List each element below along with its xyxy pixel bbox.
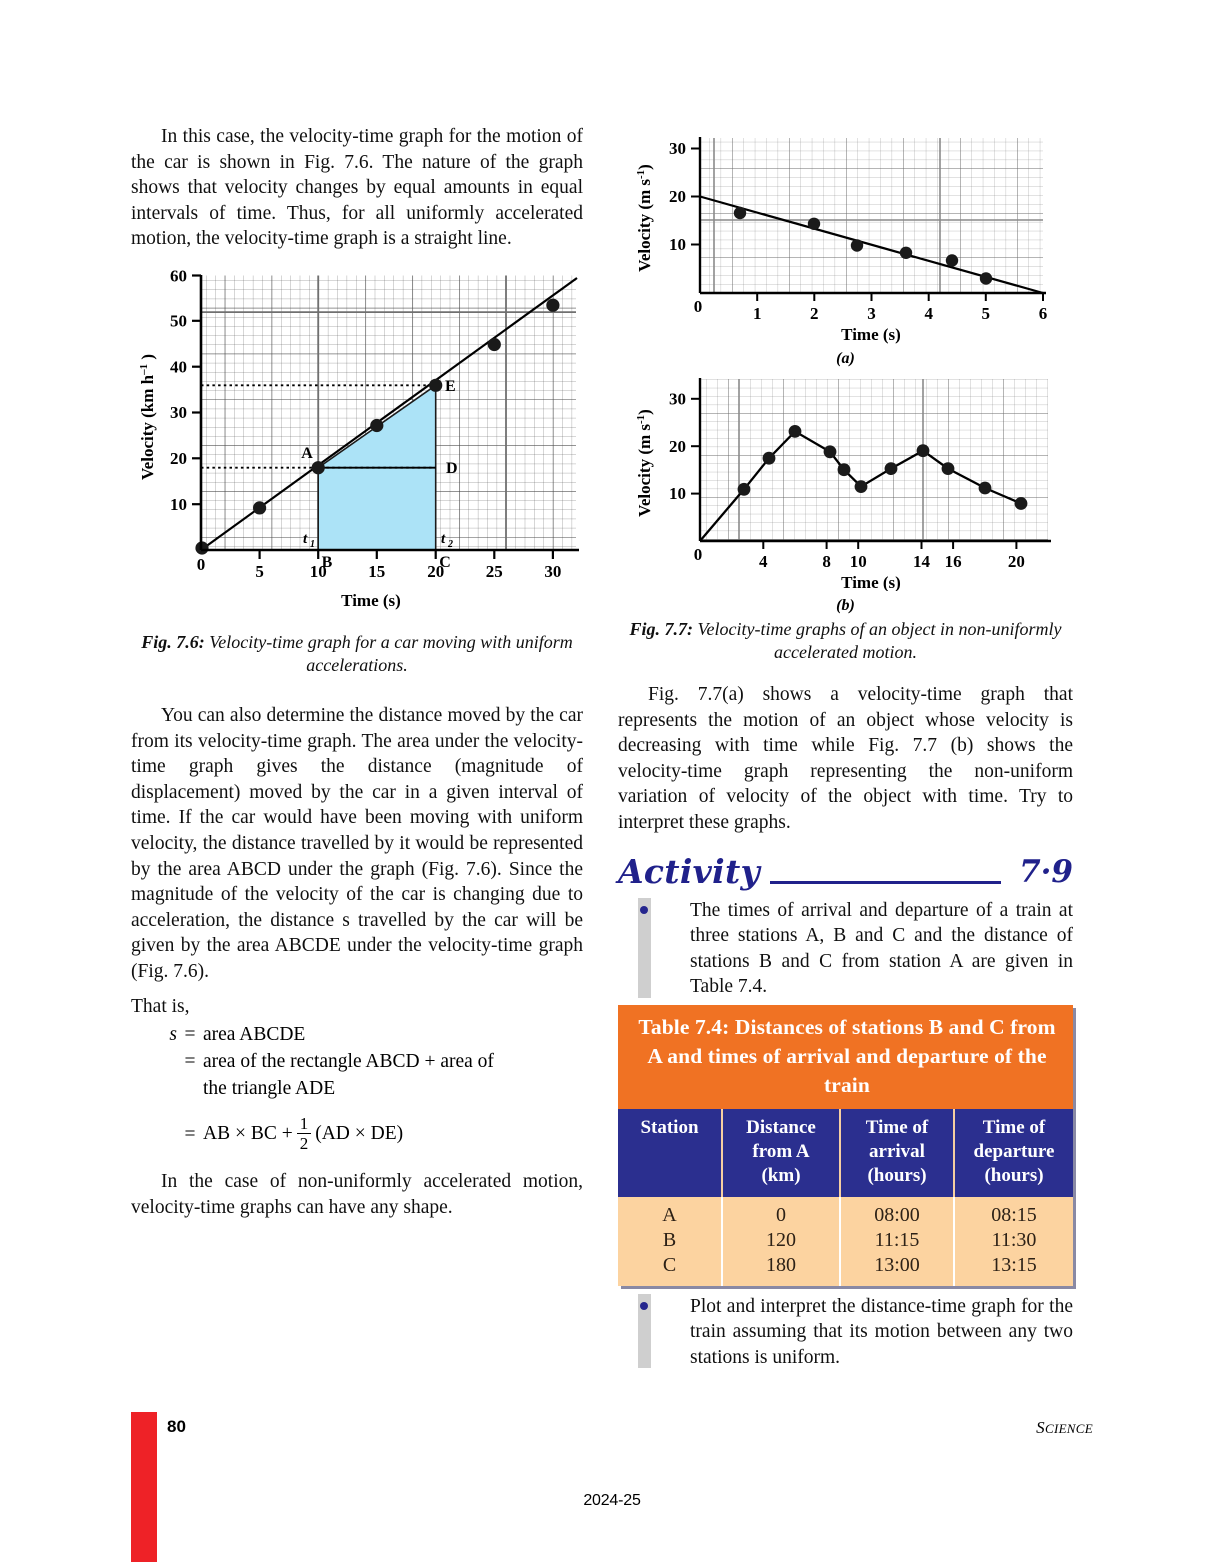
- equation-2-continuation: the triangle ADE: [203, 1078, 336, 1100]
- cell-departure: 13:15: [954, 1253, 1073, 1286]
- svg-text:1: 1: [310, 538, 315, 550]
- table-header-station: Station: [618, 1109, 722, 1197]
- fig77b-y-ticks: [691, 399, 700, 494]
- svg-text:E: E: [445, 377, 456, 395]
- svg-text:20: 20: [669, 187, 686, 206]
- equation-block: [131, 1021, 583, 1153]
- paragraph-area-explanation: You can also determine the distance moved by the car from its velocity-time graph. The area under the velocity-time graph gives the distance (magnitude of displacement) moved by the car in a given interval of time. If the car would have been moving with uniform velocity, the distance travelled by it would be represented by the area ABCD under the graph (Fig. 7.6). Since the magnitude of the velocity of the car is changing due to acceleration, the distance s travelled by the car will be given by the area ABCDE under the velocity-time graph (Fig. 7.6).: [131, 704, 583, 982]
- svg-text:0: 0: [693, 297, 703, 316]
- fig77b-y-axis-title: [635, 409, 654, 517]
- svg-text:16: 16: [944, 552, 962, 571]
- fig77a-y-axis-title: [635, 164, 654, 272]
- table-row: [618, 1253, 1073, 1286]
- equation-row-1: [131, 1021, 583, 1048]
- equation-2-rhs: area of the rectangle ABCD + area of: [203, 1051, 494, 1073]
- svg-text:40: 40: [170, 357, 187, 377]
- equation-1-equals: =: [184, 1024, 196, 1046]
- svg-text:10: 10: [669, 235, 686, 254]
- activity-bullet-2-text: Plot and interpret the distance-time graph for the train assuming that its motion between any two stations is uniform.: [690, 1295, 1073, 1368]
- equation-3-fraction: [297, 1115, 312, 1152]
- paragraph-non-uniform: In the case of non-uniformly accelerated motion, velocity-time graphs can have any shape.: [131, 1171, 583, 1218]
- figure-7-6-caption: [131, 631, 583, 677]
- svg-text:A: A: [301, 444, 313, 462]
- svg-text:6: 6: [1038, 304, 1048, 323]
- svg-text:1: 1: [752, 304, 762, 323]
- equation-3-denominator: 2: [297, 1133, 312, 1152]
- page-number: 80: [167, 1417, 186, 1436]
- equation-1-rhs: area ABCDE: [203, 1024, 306, 1046]
- paragraph-intro: In this case, the velocity-time graph for the motion of the car is shown in Fig. 7.6. The nature of the graph shows that velocity changes by equal amounts in equal intervals of time. Thus, for all uniformly accelerated motion, the velocity-time graph is a straight line.: [131, 126, 583, 250]
- svg-text:10: 10: [669, 484, 686, 503]
- cell-station: C: [618, 1253, 722, 1286]
- figure-7-6-label: Fig. 7.6:: [141, 631, 205, 652]
- svg-text:2: 2: [448, 538, 453, 550]
- fig77a-x-axis-title: Time (s): [841, 325, 901, 344]
- svg-text:10: 10: [309, 561, 327, 581]
- svg-text:50: 50: [170, 311, 187, 331]
- activity-title: Activity: [618, 851, 761, 891]
- svg-text:t: t: [303, 530, 308, 547]
- equation-3-part1: AB × BC +: [203, 1123, 293, 1145]
- svg-text:14: 14: [913, 552, 930, 571]
- svg-text:8: 8: [822, 552, 831, 571]
- fig77b-x-axis-title: Time (s): [841, 573, 901, 591]
- equation-3-numerator: 1: [299, 1114, 309, 1134]
- left-column: [131, 124, 583, 1229]
- figure-7-6-svg: [131, 262, 583, 617]
- figure-7-7a-sublabel: (a): [836, 350, 855, 367]
- cell-station: A: [618, 1197, 722, 1228]
- figure-7-7-caption-text: Velocity-time graphs of an object in non-uniformly accelerated motion.: [697, 619, 1062, 662]
- figure-7-6: [131, 262, 583, 617]
- svg-text:5: 5: [981, 304, 991, 323]
- fig77b-y-tick-labels: [669, 390, 686, 504]
- svg-text:3: 3: [867, 304, 876, 323]
- table-row: [618, 1228, 1073, 1253]
- cell-arrival: 11:15: [840, 1228, 954, 1253]
- table-header-departure: Time of departure (hours): [954, 1109, 1073, 1197]
- cell-departure: 08:15: [954, 1197, 1073, 1228]
- cell-distance: 0: [722, 1197, 840, 1228]
- footer-subject-rest: CIENCE: [1044, 1421, 1093, 1436]
- svg-text:t: t: [441, 530, 446, 547]
- fig76-y-axis-title: [138, 354, 157, 480]
- bullet-dot-icon: [640, 1302, 648, 1310]
- y-tick-labels: [170, 266, 187, 514]
- figure-7-7b: [618, 371, 1073, 614]
- fig77a-grid: [700, 138, 1043, 293]
- table-header-distance: Distance from A (km): [722, 1109, 840, 1197]
- fig76-x-axis-title: Time (s): [341, 590, 401, 610]
- fig77b-grid: [700, 379, 1048, 541]
- table-header-row: [618, 1109, 1073, 1197]
- svg-text:30: 30: [544, 561, 562, 581]
- activity-number: 7·9: [1019, 853, 1073, 890]
- footer-year: 2024-25: [583, 1492, 641, 1509]
- bullet-dot-icon: [640, 906, 648, 914]
- svg-text:10: 10: [849, 552, 867, 571]
- cell-distance: 180: [722, 1253, 840, 1286]
- svg-text:4: 4: [924, 304, 933, 323]
- svg-text:D: D: [446, 459, 458, 477]
- svg-text:20: 20: [669, 437, 686, 456]
- y-ticks: [192, 275, 201, 504]
- svg-text:5: 5: [255, 561, 264, 581]
- equation-3-equals: =: [184, 1124, 196, 1146]
- svg-text:C: C: [439, 553, 451, 571]
- figure-7-7-label: Fig. 7.7:: [629, 619, 694, 639]
- table-header-arrival: Time of arrival (hours): [840, 1109, 954, 1197]
- activity-bullet-1-text: The times of arrival and departure of a train at three stations A, B and C and the distance of stations B and C from station A are given in Table 7.4.: [690, 899, 1073, 998]
- x-ticks: [260, 550, 553, 559]
- right-column: [618, 124, 1073, 1374]
- table-7-4-grid: [618, 1109, 1073, 1286]
- figure-7-7a: [618, 124, 1073, 367]
- svg-text:20: 20: [427, 561, 445, 581]
- activity-bullet-1: [618, 898, 1073, 1000]
- fig77a-y-ticks: [691, 149, 700, 245]
- fig77a-x-ticks: [757, 293, 1043, 301]
- svg-text:20: 20: [170, 448, 187, 468]
- svg-text:60: 60: [170, 266, 187, 286]
- figure-7-7b-sublabel: (b): [836, 597, 855, 614]
- svg-text:30: 30: [170, 402, 187, 422]
- svg-text:B: B: [321, 553, 333, 571]
- svg-text:2: 2: [810, 304, 819, 323]
- table-row: [618, 1197, 1073, 1228]
- that-is-line: That is,: [131, 995, 190, 1017]
- svg-text:15: 15: [368, 561, 386, 581]
- svg-text:Velocity (m s-1): Velocity (m $s^{-1}$): [635, 164, 654, 272]
- svg-text:20: 20: [1007, 552, 1025, 571]
- cell-departure: 11:30: [954, 1228, 1073, 1253]
- svg-text:4: 4: [759, 552, 768, 571]
- svg-text:0: 0: [196, 554, 206, 574]
- equation-3-part2: (AD × DE): [315, 1123, 404, 1145]
- footer-accent-bar: [131, 1412, 157, 1562]
- cell-distance: 120: [722, 1228, 840, 1253]
- table-7-4: [618, 1005, 1073, 1286]
- figure-7-7-caption: [618, 618, 1073, 664]
- fig77a-y-tick-labels: [669, 139, 686, 254]
- figure-7-6-caption-text: Velocity-time graph for a car moving with uniform accelerations.: [209, 631, 573, 675]
- cell-arrival: 13:00: [840, 1253, 954, 1286]
- activity-bullet-2: [618, 1294, 1073, 1371]
- equation-1-lhs: s: [169, 1024, 177, 1046]
- cell-station: B: [618, 1228, 722, 1253]
- svg-text:Velocity (km h–1 ): Velocity (km $h^{-1}$ ): [138, 353, 157, 481]
- footer-subject: [1036, 1418, 1093, 1438]
- figure-7-7b-svg: [618, 371, 1073, 591]
- activity-rule: [770, 881, 1001, 884]
- activity-header: [618, 852, 1073, 896]
- svg-text:0: 0: [693, 545, 703, 564]
- equation-row-2: [131, 1048, 583, 1075]
- cell-arrival: 08:00: [840, 1197, 954, 1228]
- figure-7-7a-svg: [618, 124, 1073, 344]
- x-tick-labels: [197, 555, 562, 581]
- svg-text:10: 10: [170, 494, 187, 514]
- svg-text:25: 25: [485, 561, 503, 581]
- fig77b-x-ticks: [763, 541, 1016, 549]
- table-7-4-title: Table 7.4: Distances of stations B and C from A and times of arrival and departure of the train: [618, 1005, 1073, 1109]
- fig77b-x-tick-labels: [694, 545, 1025, 571]
- footer-subject-first: S: [1036, 1418, 1045, 1437]
- equation-2-equals: =: [184, 1051, 196, 1073]
- svg-text:30: 30: [669, 389, 686, 409]
- equation-row-3: [131, 1116, 583, 1153]
- paragraph-fig77-explanation: Fig. 7.7(a) shows a velocity-time graph that represents the motion of an object whose velocity is decreasing with time while Fig. 7.7 (b) shows the velocity-time graph representing the non-uniform variation of velocity of the object with time. Try to interpret these graphs.: [618, 684, 1073, 833]
- svg-text:Velocity (m s-1): Velocity (m $s^{-1}$): [635, 409, 654, 517]
- svg-text:30: 30: [669, 139, 686, 158]
